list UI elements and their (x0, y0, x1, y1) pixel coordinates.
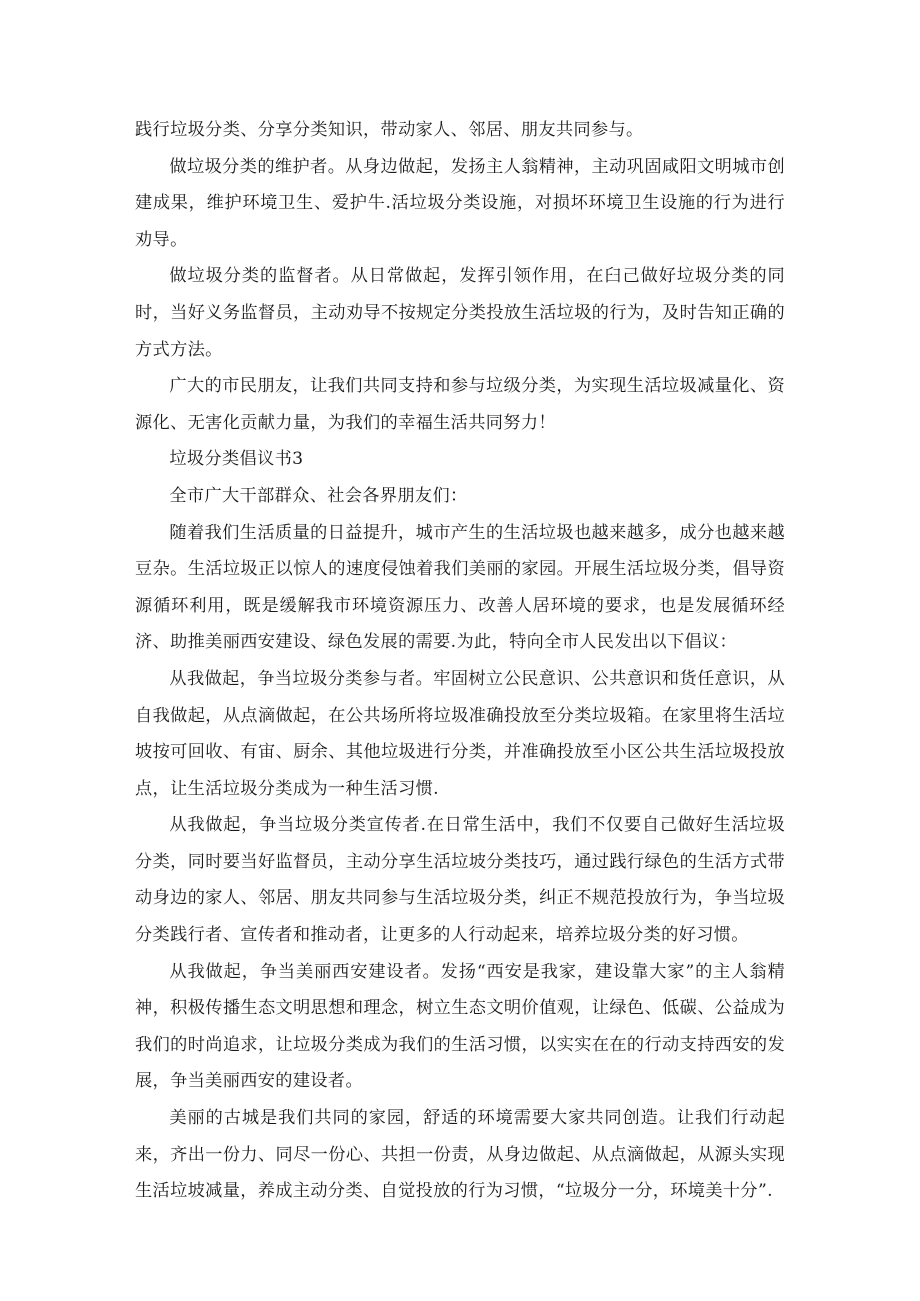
paragraph-citizens-appeal: 广大的市民朋友，让我们共同支持和参与垃级分类，为实现生活垃圾减量化、资源化、无害化贡献力量，为我们的幸福生活共同努力！ (135, 376, 785, 433)
paragraph-closing: 美丽的古城是我们共同的家园，舒适的环境需要大家共同创造。让我们行动起来，齐出一份力、同尽一份心、共担一份责，从身边做起、从点滴做起，从源头实现生活垃坡减量，养成主动分类、自觉投放的行为习惯，“垃圾分一分，环境美十分”. (135, 1108, 785, 1202)
paragraph-continuation: 践行垃圾分类、分享分类知识，带动家人、邻居、朋友共同参与。 (135, 120, 644, 140)
paragraph-introduction: 随着我们生活质量的日益提升，城市产生的生活垃圾也越来越多，成分也越来越豆杂。生活垃圾正以惊人的速度侵蚀着我们美丽的家园。开展生活垃圾分类，倡导资源循环利用，既是缓解我市环境资源压力、改善人居环境的要求，也是发展循环经济、助推美丽西安建设、绿色发展的需要.为此，特向全市人民发出以下倡议： (135, 522, 785, 653)
paragraph-participant: 从我做起，争当垃圾分类参与者。牢固树立公民意识、公共意识和货任意识，从自我做起，从点滴做起，在公共场所将垃圾准确投放至分类垃圾箱。在家里将生活垃坡按可回收、有宙、厨余、其他垃圾进行分类，并准确投放至小区公共生活垃圾投放点，让生活垃圾分类成为一种生活习惯. (135, 668, 785, 799)
paragraph-supervisor: 做垃圾分类的监督者。从日常做起，发挥引领作用，在臼己做好垃圾分类的同时，当好义务监督员，主动劝导不按规定分类投放生活垃圾的行为，及时告知正确的方式方法。 (135, 266, 785, 360)
paragraph-promoter: 从我做起，争当垃圾分类宣传者.在日常生活中，我们不仅要自己做好生活垃圾分类，同时要当好监督员，主动分享生活垃坡分类技巧，通过践行绿色的生活方式带动身边的家人、邻居、朋友共同参与生活垃圾分类，纠正不规范投放行为，争当垃圾分类践行者、宣传者和推动者，让更多的人行动起来，培养垃圾分类的好习惯。 (135, 815, 785, 946)
document-body (135, 112, 785, 1210)
paragraph-maintainer: 做垃圾分类的维护者。从身边做起，发扬主人翁精神，主动巩固咸阳文明城市创建成果，维护环境卫生、爱护牛.活垃圾分类设施，对损坏环境卫生设施的行为进行劝导。 (135, 156, 785, 250)
salutation: 全市广大干部群众、社会各界朋友们： (169, 485, 468, 506)
paragraph-builder: 从我做起，争当美丽西安建设者。发扬“西安是我家，建设靠大家”的主人翁精神，积极传播生态文明思想和理念，树立生态文明价值观，让绿色、低碳、公益成为我们的时尚追求，让垃圾分类成为我们的生活习惯，以实实在在的行动支持西安的发展，争当美丽西安的建设者。 (135, 961, 785, 1092)
section-heading: 垃圾分类倡议书3 (169, 449, 304, 470)
